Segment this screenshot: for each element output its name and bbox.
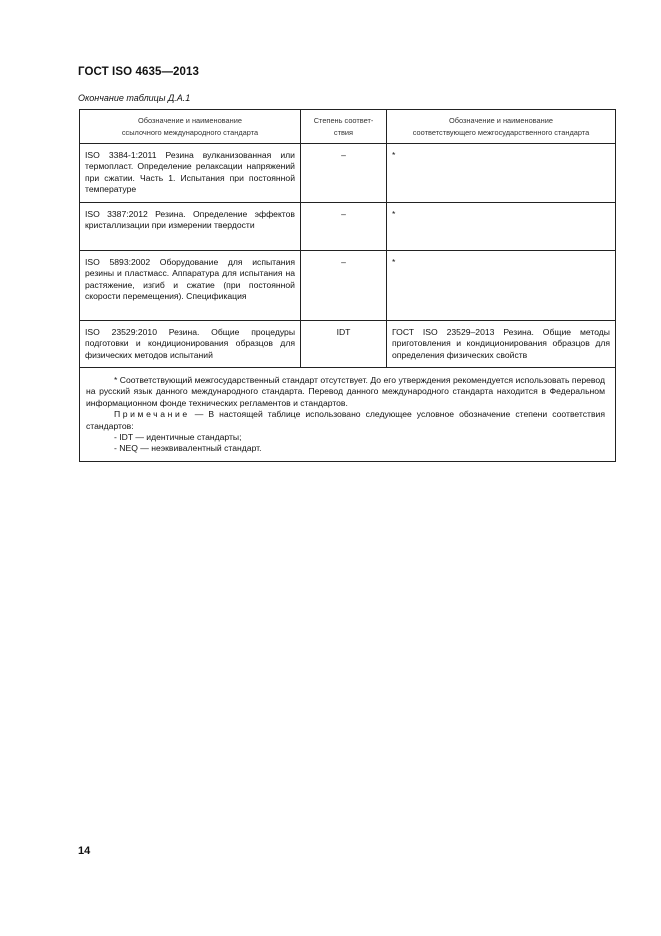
page-number: 14 bbox=[78, 845, 91, 857]
interstate-cell: * bbox=[387, 203, 616, 251]
header-reference-line2: ссылочного международного стандарта bbox=[121, 128, 259, 137]
table-row bbox=[80, 251, 616, 321]
document-header-title: ГОСТ ISO 4635—2013 bbox=[78, 66, 200, 78]
table-row bbox=[80, 203, 616, 251]
table-caption: Окончание таблицы Д.А.1 bbox=[78, 93, 191, 103]
header-degree-line2: ствия bbox=[333, 128, 354, 137]
interstate-cell: * bbox=[387, 144, 616, 203]
header-degree-line1: Степень соответ- bbox=[313, 116, 374, 125]
reference-cell: ISO 23529:2010 Резина. Общие процедуры подготовки и кондиционирования образцов для физических методов испытаний bbox=[80, 321, 301, 368]
reference-cell: ISO 3384-1:2011 Резина вулканизованная или термопласт. Определение релаксации напряжений при сжатии. Часть 1. Испытания при постоянной температуре bbox=[80, 144, 301, 203]
legend-idt: - IDT — идентичные стандарты; bbox=[114, 432, 242, 443]
header-degree bbox=[301, 110, 387, 144]
note-label: Примечание bbox=[114, 409, 190, 420]
interstate-cell: ГОСТ ISO 23529–2013 Резина. Общие методы приготовления и кондиционирования образцов для определения физических свойств bbox=[387, 321, 616, 368]
header-reference-standard bbox=[80, 110, 301, 144]
table-footnote-row bbox=[80, 368, 616, 462]
degree-cell: – bbox=[301, 144, 387, 203]
asterisk-footnote: * Соответствующий межгосударственный стандарт отсутствует. До его утверждения рекомендуется использовать перевод на русский язык данного международного стандарта. Перевод данного международного стандарта находится в Федеральном информационном фонде технических регламентов и стандартов. bbox=[86, 375, 605, 408]
legend-neq: - NEQ — неэквивалентный стандарт. bbox=[114, 443, 262, 454]
reference-cell: ISO 5893:2002 Оборудование для испытания резины и пластмасс. Аппаратура для испытания на растяжение, изгиб и сжатие (при постоянной скорости перемещения). Спецификация bbox=[80, 251, 301, 321]
standards-table bbox=[79, 109, 616, 462]
table-row bbox=[80, 321, 616, 368]
degree-cell: IDT bbox=[301, 321, 387, 368]
interstate-cell: * bbox=[387, 251, 616, 321]
footnote-cell bbox=[80, 368, 616, 462]
header-interstate-line2: соответствующего межгосударственного стандарта bbox=[412, 128, 590, 137]
header-reference-line1: Обозначение и наименование bbox=[138, 116, 242, 125]
table-row bbox=[80, 144, 616, 203]
header-interstate-standard bbox=[387, 110, 616, 144]
degree-cell: – bbox=[301, 251, 387, 321]
note-paragraph bbox=[86, 409, 605, 432]
header-interstate-line1: Обозначение и наименование bbox=[449, 116, 553, 125]
degree-cell: – bbox=[301, 203, 387, 251]
reference-cell: ISO 3387:2012 Резина. Определение эффектов кристаллизации при измерении твердости bbox=[80, 203, 301, 251]
note-text: — В настоящей таблице использовано следующее условное обозначение степени соответствия стандартов: bbox=[86, 409, 605, 431]
table-header-row bbox=[80, 110, 616, 144]
